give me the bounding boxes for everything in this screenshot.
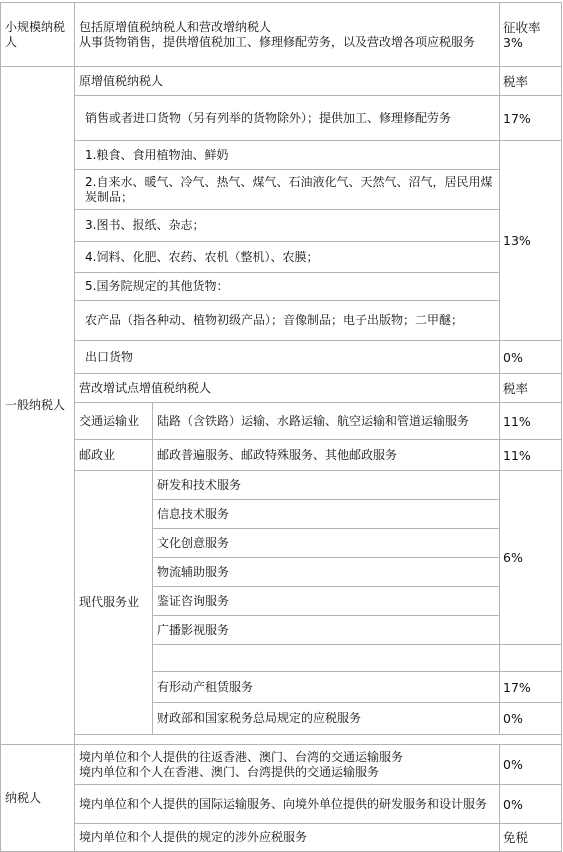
taxpayer-label: 纳税人 [1,745,75,852]
rate-header: 税率 [500,67,562,96]
table-row [1,785,562,824]
postal-label: 邮政业 [75,440,153,471]
general-taxpayer-label: 一般纳税人 [1,67,75,745]
list-item: 广播影视服务 [153,616,500,645]
goods-rate: 17% [500,96,562,141]
mof-rate: 0% [500,703,562,735]
table-row [1,745,562,785]
spacer-cell [75,735,562,745]
transport-label: 交通运输业 [75,403,153,440]
table-row [1,210,562,242]
foreign-service-rate: 免税 [500,824,562,852]
table-row [1,403,562,440]
foreign-service-desc: 境内单位和个人提供的规定的涉外应税服务 [75,824,500,852]
goods-desc: 销售或者进口货物（另有列举的货物除外）；提供加工、修理修配劳务 [75,96,500,141]
small-desc-line: 从事货物销售，提供增值税加工、修理修配劳务，以及营改增各项应税服务 [79,34,476,49]
lease-label: 有形动产租赁服务 [153,672,500,703]
list-item: 农产品（指各种动、植物初级产品）；音像制品；电子出版物；二甲醚； [75,301,500,341]
table-row [1,440,562,471]
items-rate: 13% [500,141,562,341]
table-row [1,67,562,96]
small-rate-label: 征收率 [503,19,541,35]
table-row [1,3,562,67]
mof-label: 财政部和国家税务总局规定的应税服务 [153,703,500,735]
transport-rate: 11% [500,403,562,440]
desc-line: 境内单位和个人提供的往返香港、澳门、台湾的交通运输服务 [79,749,404,764]
table-row [1,141,562,170]
list-item: 文化创意服务 [153,529,500,558]
list-item: 2.自来水、暖气、冷气、热气、煤气、石油液化气、天然气、沼气，居民用煤炭制品； [75,170,500,210]
blank-rate [500,645,562,672]
modern-service-label: 现代服务业 [75,471,153,735]
table-row [1,242,562,273]
list-item: 信息技术服务 [153,500,500,529]
small-rate-value: 3% [503,34,523,50]
intl-transport-rate: 0% [500,785,562,824]
transport-desc: 陆路（含铁路）运输、水路运输、航空运输和管道运输服务 [153,403,500,440]
modern-rate: 6% [500,471,562,645]
small-desc-line: 包括原增值税纳税人和营改增纳税人 [79,19,272,34]
table-row [1,735,562,745]
lease-rate: 17% [500,672,562,703]
orig-vat-header: 原增值税纳税人 [75,67,500,96]
rate-header: 税率 [500,374,562,403]
list-item [153,645,500,672]
table-row [1,374,562,403]
list-item: 鉴证咨询服务 [153,587,500,616]
export-rate: 0% [500,341,562,374]
vat-rate-table [0,2,562,852]
desc-line: 境内单位和个人在香港、澳门、台湾提供的交通运输服务 [79,764,380,779]
table-row [1,273,562,301]
table-row [1,96,562,141]
list-item: 物流辅助服务 [153,558,500,587]
list-item: 4.饲料、化肥、农药、农机（整机）、农膜； [75,242,500,273]
postal-rate: 11% [500,440,562,471]
list-item: 研发和技术服务 [153,471,500,500]
table-row [1,170,562,210]
intl-transport-desc: 境内单位和个人提供的国际运输服务、向境外单位提供的研发服务和设计服务 [75,785,500,824]
list-item: 5.国务院规定的其他货物： [75,273,500,301]
export-label: 出口货物 [75,341,500,374]
small-taxpayer-desc [75,3,500,67]
postal-desc: 邮政普遍服务、邮政特殊服务、其他邮政服务 [153,440,500,471]
hk-transport-rate: 0% [500,745,562,785]
table-row [1,301,562,341]
hk-macau-tw-transport [75,745,500,785]
table-row [1,824,562,852]
table-row [1,341,562,374]
small-rate-cell [500,3,562,67]
list-item: 3.图书、报纸、杂志； [75,210,500,242]
small-taxpayer-label: 小规模纳税人 [1,3,75,67]
vat-reform-header: 营改增试点增值税纳税人 [75,374,500,403]
table-row [1,471,562,500]
list-item: 1.粮食、食用植物油、鲜奶 [75,141,500,170]
